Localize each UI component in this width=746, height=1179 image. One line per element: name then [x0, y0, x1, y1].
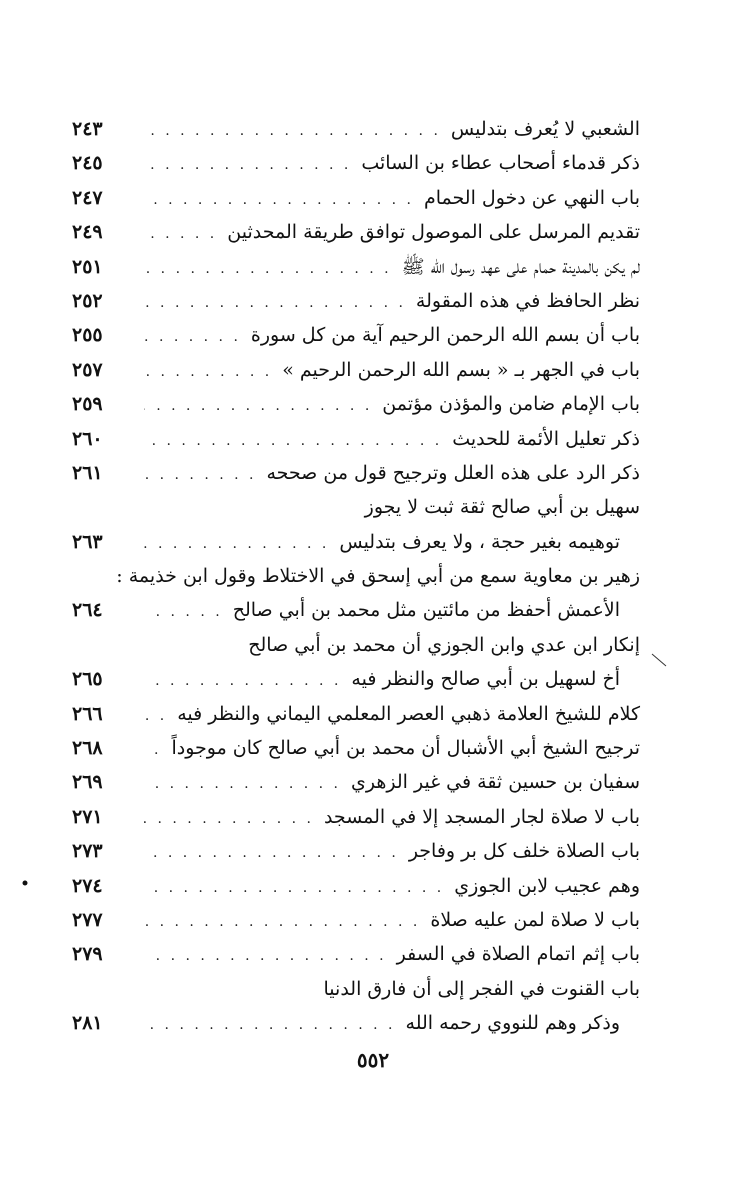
dot-leader: [144, 767, 341, 801]
toc-entry-page: ٢٥٢: [72, 289, 103, 312]
toc-entry: [72, 422, 640, 456]
dot-leader: [144, 286, 406, 320]
toc-entry-page: ٢٦٩: [72, 771, 103, 794]
margin-stroke-mark: [650, 652, 668, 670]
toc-entry-page: ٢٦١: [72, 461, 103, 484]
toc-entry-page: ٢٦٨: [72, 737, 103, 760]
dot-leader: [144, 836, 399, 870]
toc-entry: [72, 146, 640, 180]
dot-leader: [144, 699, 167, 733]
page-number: ٥٥٢: [356, 1048, 390, 1072]
toc-entry-page: ٢٦٠: [72, 427, 103, 450]
dot-icon: [22, 880, 28, 886]
toc-entry-page: ٢٤٥: [72, 152, 103, 175]
toc-entry-title: باب في الجهر بـ « بسم الله الرحمن الرحيم »: [282, 358, 640, 381]
toc-entry-title: سفيان بن حسين ثقة في غير الزهري: [351, 771, 640, 794]
toc-entry: [72, 869, 640, 903]
toc-entry: [72, 318, 640, 352]
toc-entry: [72, 250, 640, 284]
toc-entry-title: باب لا صلاة لجار المسجد إلا في المسجد: [323, 805, 640, 828]
dot-leader: [144, 183, 414, 217]
toc-entry: [72, 1006, 640, 1040]
table-of-contents: [72, 112, 640, 1041]
toc-entry-title: ترجيح الشيخ أبي الأشبال أن محمد بن أبي صالح كان موجوداً: [171, 737, 640, 760]
toc-entry-title: ذكر قدماء أصحاب عطاء بن السائب: [361, 152, 640, 175]
toc-entry: [72, 628, 640, 662]
toc-entry-title: إنكار ابن عدي وابن الجوزي أن محمد بن أبي صالح: [248, 633, 640, 656]
toc-entry-title: باب لا صلاة لمن عليه صلاة: [430, 908, 640, 931]
dot-leader: [144, 733, 161, 767]
toc-entry-title: باب الصلاة خلف كل بر وفاجر: [408, 840, 640, 863]
toc-entry-title: توهيمه بغير حجة ، ولا يعرف بتدليس: [339, 530, 620, 553]
margin-dot-mark: [22, 874, 28, 890]
toc-entry-title: باب إثم اتمام الصلاة في السفر: [396, 943, 640, 966]
toc-entry: [72, 697, 640, 731]
dot-leader: [144, 595, 223, 629]
dot-leader: [144, 424, 442, 458]
toc-entry-page: ٢٥٩: [72, 393, 103, 416]
dot-leader: [144, 389, 372, 423]
dot-leader: [144, 664, 341, 698]
toc-entry-page: ٢٧٧: [72, 908, 103, 931]
dot-leader: [144, 802, 314, 836]
toc-entry-page: ٢٤٧: [72, 186, 103, 209]
toc-entry-title: أخ لسهيل بن أبي صالح والنظر فيه: [351, 668, 620, 691]
toc-entry-page: ٢٧٤: [72, 874, 103, 897]
toc-entry-title: وذكر وهم للنووي رحمه الله: [405, 1012, 620, 1035]
toc-entry-title: باب الإمام ضامن والمؤذن مؤتمن: [382, 393, 640, 416]
toc-entry: [72, 456, 640, 490]
toc-entry-page: ٢٦٥: [72, 668, 103, 691]
toc-entry-title: كلام للشيخ العلامة ذهبي العصر المعلمي اليماني والنظر فيه: [177, 702, 640, 725]
toc-entry-page: ٢٦٤: [72, 599, 103, 622]
toc-entry: [72, 765, 640, 799]
toc-entry: [72, 834, 640, 868]
dot-leader: [144, 1008, 396, 1042]
toc-entry-title: نظر الحافظ في هذه المقولة: [415, 289, 640, 312]
toc-entry: [72, 559, 640, 593]
toc-entry-title: باب النهي عن دخول الحمام: [423, 186, 640, 209]
toc-entry-page: ٢٤٩: [72, 221, 103, 244]
toc-entry-page: ٢٦٣: [72, 530, 103, 553]
toc-entry: [72, 593, 640, 627]
toc-entry-title: تقديم المرسل على الموصول توافق طريقة المحدثين: [227, 221, 640, 244]
dot-leader: [144, 527, 329, 561]
toc-entry-page: ٢٧٩: [72, 943, 103, 966]
toc-entry-title: باب القنوت في الفجر إلى أن فارق الدنيا: [323, 977, 640, 1000]
dot-leader: [144, 939, 387, 973]
toc-entry-title: زهير بن معاوية سمع من أبي إسحق في الاختلاط وقول ابن خذيمة :: [116, 565, 640, 588]
dot-leader: [144, 217, 217, 251]
dot-leader: [144, 148, 351, 182]
toc-entry-page: ٢٧١: [72, 805, 103, 828]
toc-entry-title: ذكر تعليل الأئمة للحديث: [452, 427, 640, 450]
toc-entry: [72, 662, 640, 696]
dot-leader: [144, 114, 441, 148]
dot-leader: [144, 355, 272, 389]
toc-entry: [72, 525, 640, 559]
toc-entry: [72, 181, 640, 215]
toc-entry-page: ٢٥٧: [72, 358, 103, 381]
toc-entry-title: الشعبي لا يُعرف بتدليس: [450, 118, 640, 140]
toc-entry: [72, 490, 640, 524]
toc-entry: [72, 903, 640, 937]
toc-entry: [72, 284, 640, 318]
toc-entry-page: ٢٥١: [72, 255, 103, 278]
dot-leader: [144, 320, 241, 354]
dot-leader: [144, 905, 420, 939]
toc-entry: [72, 972, 640, 1006]
toc-entry-page: ٢٧٣: [72, 840, 103, 863]
toc-entry-title: وهم عجيب لابن الجوزي: [454, 874, 640, 897]
toc-entry-page: ٢٨١: [72, 1012, 103, 1035]
toc-entry-title: الأعمش أحفظ من مائتين مثل محمد بن أبي صالح: [232, 599, 620, 622]
toc-entry-page: ٢٥٥: [72, 324, 103, 347]
dot-leader: [144, 252, 392, 286]
toc-entry: [72, 215, 640, 249]
margin-stroke-icon: [650, 652, 668, 670]
toc-entry-title: ذكر الرد على هذه العلل وترجيح قول من صححه: [266, 461, 640, 484]
toc-entry-title: لم يكن بالمدينة حمام على عهد رسول الله ﷺ: [401, 255, 640, 278]
toc-entry: [72, 112, 640, 146]
toc-entry: [72, 937, 640, 971]
toc-entry: [72, 353, 640, 387]
toc-entry-page: ٢٦٦: [72, 702, 103, 725]
toc-entry-title: سهيل بن أبي صالح ثقة ثبت لا يجوز: [364, 496, 640, 519]
dot-leader: [144, 458, 256, 492]
toc-entry-page: ٢٤٣: [72, 118, 103, 140]
dot-leader: [144, 871, 444, 905]
toc-entry: [72, 731, 640, 765]
toc-entry-title: باب أن بسم الله الرحمن الرحيم آية من كل سورة: [250, 324, 640, 347]
toc-entry: [72, 387, 640, 421]
toc-entry: [72, 800, 640, 834]
